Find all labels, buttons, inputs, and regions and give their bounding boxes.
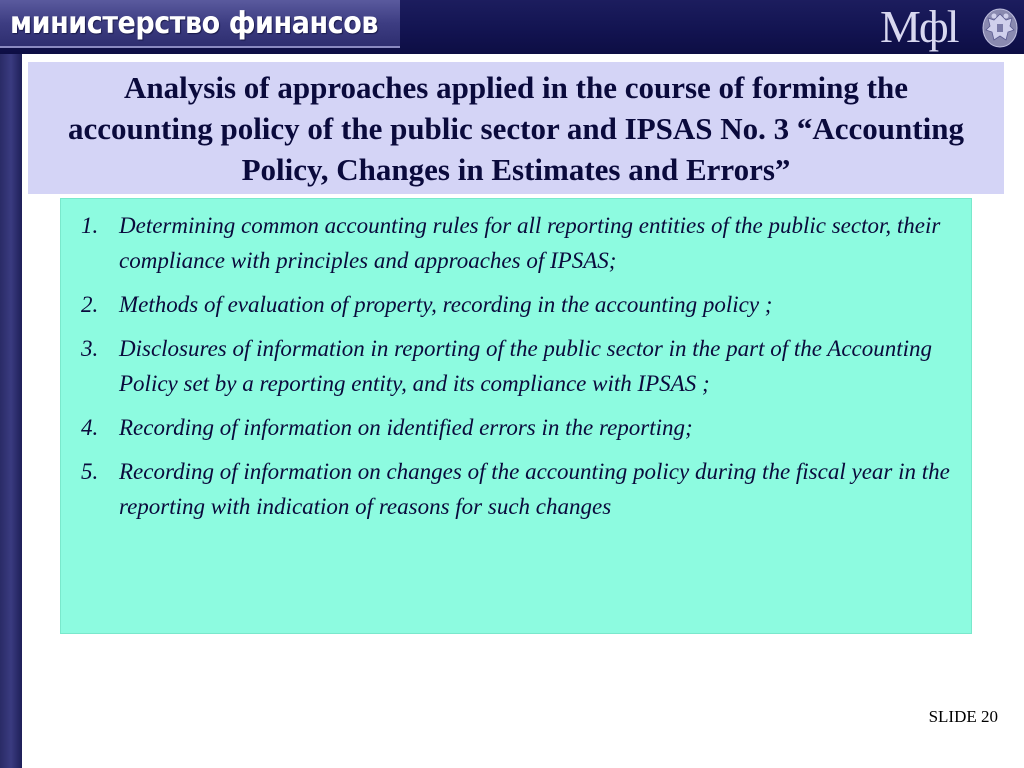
item-text: Determining common accounting rules for all reporting entities of the public sector, their compliance with principles and approaches of IPSAS; bbox=[119, 213, 941, 273]
list-item bbox=[81, 410, 961, 445]
item-text: Methods of evaluation of property, recording in the accounting policy ; bbox=[119, 292, 773, 317]
item-text: Recording of information on identified errors in the reporting; bbox=[119, 415, 693, 440]
content-box bbox=[60, 198, 972, 634]
item-text: Recording of information on changes of the accounting policy during the fiscal year in the reporting with indication of reasons for such changes bbox=[119, 459, 950, 519]
item-number: 1. bbox=[81, 213, 99, 238]
double-headed-eagle-icon bbox=[980, 4, 1020, 50]
item-text: Disclosures of information in reporting of the public sector in the part of the Accounting Policy set by a reporting entity, and its compliance with IPSAS ; bbox=[119, 336, 933, 396]
ministry-logo bbox=[880, 2, 976, 52]
item-number: 4. bbox=[81, 415, 99, 440]
logo-bar: l bbox=[946, 1, 958, 52]
title-box bbox=[28, 62, 1004, 194]
logo-phi: ф bbox=[918, 1, 947, 52]
slide-number: SLIDE 20 bbox=[928, 707, 998, 726]
left-sidebar-bar bbox=[0, 54, 22, 768]
slide-title: Analysis of approaches applied in the course of forming the accounting policy of the public sector and IPSAS No. 3 “Accounting Policy, Changes in Estimates and Errors” bbox=[68, 69, 964, 187]
list-item bbox=[81, 208, 961, 278]
item-number: 2. bbox=[81, 292, 99, 317]
ministry-name: министерство финансов bbox=[10, 6, 378, 41]
list-item bbox=[81, 287, 961, 322]
item-number: 3. bbox=[81, 336, 99, 361]
list-item bbox=[81, 331, 961, 401]
list-item bbox=[81, 454, 961, 524]
ministry-banner bbox=[0, 0, 400, 48]
logo-m: М bbox=[880, 1, 919, 52]
item-list bbox=[81, 208, 961, 533]
item-number: 5. bbox=[81, 459, 99, 484]
